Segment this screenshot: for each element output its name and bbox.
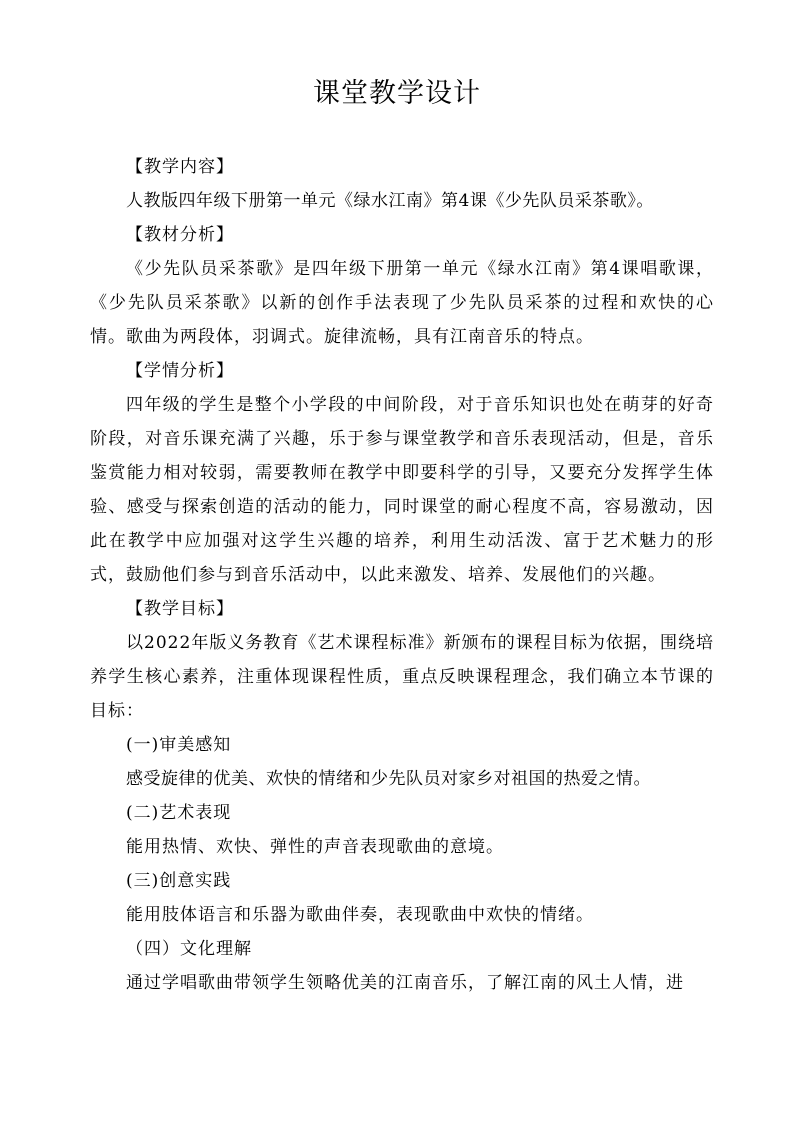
goal-text-aesthetic: 感受旋律的优美、欢快的情绪和少先队员对家乡对祖国的热爱之情。 [126,769,651,789]
section-heading-content: 【教学内容】 [126,157,234,177]
section-text-content: 人教版四年级下册第一单元《绿水江南》第4课《少先队员采茶歌》。 [126,191,654,211]
section-text-material: 《少先队员采茶歌》是四年级下册第一单元《绿水江南》第4课唱歌课，《少先队员采茶歌》以新的创作手法表现了少先队员采茶的过程和欢快的心情。歌曲为两段体，羽调式。旋律流畅，具有江南音乐的特点。 [90,259,714,347]
goal-text-culture: 通过学唱歌曲带领学生领略优美的江南音乐，了解江南的风土人情，进 [126,973,684,993]
section-heading-material: 【教材分析】 [126,225,234,245]
section-heading-students: 【学情分析】 [126,361,234,381]
goal-label-practice: (三)创意实践 [126,871,232,891]
section-text-goals-intro: 以2022年版义务教育《艺术课程标准》新颁布的课程目标为依据，围绕培养学生核心素养，注重体现课程性质，重点反映课程理念，我们确立本节课的目标： [90,633,714,721]
goal-label-culture: （四）文化理解 [126,939,252,959]
goal-text-expression: 能用热情、欢快、弹性的声音表现歌曲的意境。 [126,837,504,857]
page-title: 课堂教学设计 [313,78,481,109]
document-body [90,150,714,1000]
section-text-students: 四年级的学生是整个小学段的中间阶段，对于音乐知识也处在萌芽的好奇阶段，对音乐课充满了兴趣，乐于参与课堂教学和音乐表现活动，但是，音乐鉴赏能力相对较弱，需要教师在教学中即要科学的引导，又要充分发挥学生体验、感受与探索创造的活动的能力，同时课堂的耐心程度不高，容易激动，因此在教学中应加强对这学生兴趣的培养，利用生动活泼、富于艺术魅力的形式，鼓励他们参与到音乐活动中，以此来激发、培养、发展他们的兴趣。 [90,395,714,585]
section-heading-goals: 【教学目标】 [126,599,234,619]
goal-text-practice: 能用肢体语言和乐器为歌曲伴奏，表现歌曲中欢快的情绪。 [126,905,594,925]
goal-label-aesthetic: (一)审美感知 [126,735,232,755]
goal-label-expression: (二)艺术表现 [126,803,232,823]
